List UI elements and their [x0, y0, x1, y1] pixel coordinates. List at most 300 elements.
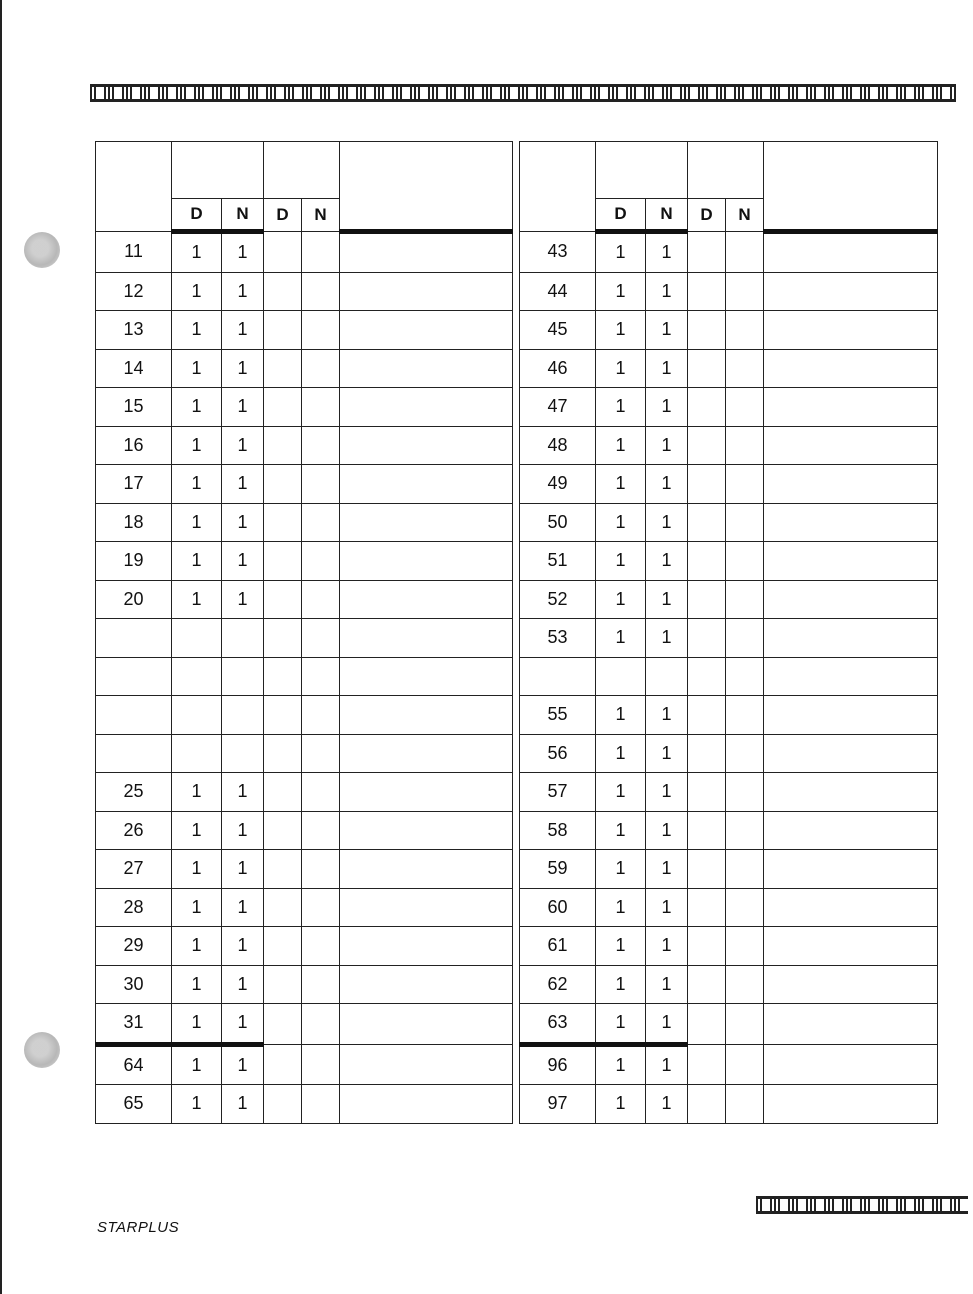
cell-d1 — [172, 657, 222, 696]
cell-n1: 1 — [222, 773, 264, 812]
cell-n1: 1 — [646, 965, 688, 1004]
cell-d2 — [688, 580, 726, 619]
cell-notes — [764, 1004, 938, 1045]
cell-d2 — [264, 888, 302, 927]
row-number: 48 — [520, 426, 596, 465]
cell-notes — [340, 965, 513, 1004]
row-number: 62 — [520, 965, 596, 1004]
cell-d1: 1 — [172, 773, 222, 812]
cell-d2 — [688, 773, 726, 812]
cell-d1: 1 — [596, 696, 646, 735]
table-row — [520, 580, 938, 619]
row-number: 17 — [96, 465, 172, 504]
row-number: 96 — [520, 1044, 596, 1085]
column-n: N — [646, 199, 688, 232]
cell-d2 — [264, 927, 302, 966]
cell-n2 — [726, 272, 764, 311]
table-row — [96, 580, 513, 619]
cell-notes — [764, 349, 938, 388]
cell-n1 — [222, 619, 264, 658]
cell-n1: 1 — [222, 426, 264, 465]
table-row — [520, 734, 938, 773]
cell-notes — [340, 232, 513, 273]
cell-n1: 1 — [646, 272, 688, 311]
cell-notes — [340, 1044, 513, 1085]
row-number: 55 — [520, 696, 596, 735]
table-row — [96, 465, 513, 504]
cell-d2 — [264, 619, 302, 658]
row-number: 16 — [96, 426, 172, 465]
cell-d1: 1 — [596, 811, 646, 850]
table-row — [520, 1085, 938, 1124]
cell-d1 — [172, 696, 222, 735]
greek-key-border-top — [90, 84, 956, 102]
cell-notes — [340, 1004, 513, 1045]
table-row — [96, 1085, 513, 1124]
cell-notes — [340, 850, 513, 889]
row-number: 59 — [520, 850, 596, 889]
cell-d1: 1 — [596, 888, 646, 927]
cell-notes — [764, 657, 938, 696]
cell-notes — [764, 734, 938, 773]
table-row — [520, 696, 938, 735]
cell-notes — [764, 465, 938, 504]
right-table — [519, 141, 938, 1124]
cell-n2 — [302, 1044, 340, 1085]
cell-n1: 1 — [222, 927, 264, 966]
cell-n2 — [302, 773, 340, 812]
cell-n2 — [302, 811, 340, 850]
cell-d2 — [688, 426, 726, 465]
cell-n1: 1 — [646, 696, 688, 735]
header-cell — [96, 199, 172, 232]
cell-d2 — [688, 1044, 726, 1085]
row-number: 29 — [96, 927, 172, 966]
table-row — [520, 232, 938, 273]
cell-n2 — [726, 734, 764, 773]
cell-d2 — [688, 927, 726, 966]
row-number: 49 — [520, 465, 596, 504]
table-row — [96, 1004, 513, 1045]
cell-d1: 1 — [172, 1085, 222, 1124]
cell-n2 — [302, 311, 340, 350]
cell-d1: 1 — [172, 503, 222, 542]
cell-d1: 1 — [596, 388, 646, 427]
cell-d1: 1 — [172, 811, 222, 850]
table-row — [520, 811, 938, 850]
cell-d2 — [264, 580, 302, 619]
cell-d1: 1 — [172, 465, 222, 504]
cell-d2 — [264, 1044, 302, 1085]
header-cell — [764, 142, 938, 199]
header-cell — [96, 142, 172, 199]
cell-d1: 1 — [172, 927, 222, 966]
cell-d2 — [264, 232, 302, 273]
cell-d2 — [688, 888, 726, 927]
cell-d2 — [264, 811, 302, 850]
cell-n1: 1 — [646, 927, 688, 966]
table-row — [96, 311, 513, 350]
cell-d1 — [172, 619, 222, 658]
footer-brand: STARPLUS — [97, 1219, 180, 1236]
greek-key-border-bottom — [756, 1196, 968, 1214]
cell-n1: 1 — [222, 1004, 264, 1045]
cell-n2 — [726, 927, 764, 966]
cell-notes — [764, 850, 938, 889]
cell-d1: 1 — [596, 1044, 646, 1085]
cell-d1: 1 — [596, 503, 646, 542]
table-row — [520, 542, 938, 581]
row-number: 56 — [520, 734, 596, 773]
cell-notes — [764, 927, 938, 966]
cell-notes — [340, 773, 513, 812]
cell-d2 — [264, 272, 302, 311]
table-row — [96, 657, 513, 696]
table-row — [520, 657, 938, 696]
cell-d1: 1 — [596, 1085, 646, 1124]
cell-n1: 1 — [222, 1044, 264, 1085]
cell-d2 — [688, 388, 726, 427]
binder-hole-bottom — [24, 1032, 60, 1068]
subheader-row — [96, 199, 513, 232]
cell-d2 — [688, 619, 726, 658]
table-row — [520, 272, 938, 311]
cell-notes — [764, 1085, 938, 1124]
row-number: 52 — [520, 580, 596, 619]
cell-n2 — [302, 232, 340, 273]
cell-d1 — [172, 734, 222, 773]
table-row — [520, 850, 938, 889]
cell-d1: 1 — [172, 272, 222, 311]
cell-d1 — [596, 657, 646, 696]
cell-n1: 1 — [646, 580, 688, 619]
cell-n2 — [726, 311, 764, 350]
cell-notes — [764, 388, 938, 427]
cell-n2 — [302, 542, 340, 581]
cell-d2 — [264, 542, 302, 581]
row-number: 30 — [96, 965, 172, 1004]
row-number: 18 — [96, 503, 172, 542]
cell-d1: 1 — [596, 580, 646, 619]
cell-notes — [764, 811, 938, 850]
cell-notes — [764, 272, 938, 311]
table-row — [520, 503, 938, 542]
table-row — [96, 1044, 513, 1085]
cell-n2 — [726, 1044, 764, 1085]
cell-n1: 1 — [646, 465, 688, 504]
cell-notes — [340, 465, 513, 504]
cell-n2 — [302, 272, 340, 311]
column-d: D — [596, 199, 646, 232]
row-number: 26 — [96, 811, 172, 850]
column-n: N — [726, 199, 764, 232]
row-number: 97 — [520, 1085, 596, 1124]
column-n: N — [222, 199, 264, 232]
cell-notes — [340, 311, 513, 350]
header-cell — [764, 199, 938, 232]
table-row — [520, 1044, 938, 1085]
table-row — [96, 272, 513, 311]
cell-d2 — [688, 232, 726, 273]
cell-notes — [764, 1044, 938, 1085]
cell-n2 — [302, 696, 340, 735]
row-number — [96, 657, 172, 696]
cell-n2 — [302, 465, 340, 504]
row-number — [96, 696, 172, 735]
cell-d2 — [688, 349, 726, 388]
row-number: 13 — [96, 311, 172, 350]
cell-d1: 1 — [172, 311, 222, 350]
cell-notes — [340, 888, 513, 927]
cell-d2 — [688, 1004, 726, 1045]
cell-n2 — [726, 1085, 764, 1124]
cell-n1: 1 — [222, 965, 264, 1004]
cell-n1: 1 — [222, 888, 264, 927]
table-row — [520, 349, 938, 388]
table-row — [96, 232, 513, 273]
table-row — [520, 1004, 938, 1045]
table-row — [96, 349, 513, 388]
cell-d2 — [264, 1004, 302, 1045]
cell-notes — [764, 888, 938, 927]
cell-n2 — [726, 965, 764, 1004]
cell-notes — [340, 503, 513, 542]
cell-notes — [340, 580, 513, 619]
table-row — [96, 888, 513, 927]
cell-n2 — [302, 965, 340, 1004]
cell-n1: 1 — [222, 503, 264, 542]
cell-d2 — [688, 734, 726, 773]
cell-n1: 1 — [222, 850, 264, 889]
cell-notes — [764, 619, 938, 658]
row-number: 63 — [520, 1004, 596, 1045]
cell-n2 — [302, 927, 340, 966]
cell-d2 — [264, 965, 302, 1004]
cell-d2 — [264, 850, 302, 889]
row-number: 12 — [96, 272, 172, 311]
cell-n1: 1 — [646, 888, 688, 927]
cell-notes — [340, 734, 513, 773]
cell-notes — [340, 927, 513, 966]
cell-n2 — [726, 503, 764, 542]
row-number: 28 — [96, 888, 172, 927]
cell-d1: 1 — [172, 232, 222, 273]
header-row — [96, 142, 513, 199]
table-row — [520, 388, 938, 427]
page-left-edge — [0, 0, 2, 1294]
cell-n2 — [726, 696, 764, 735]
cell-n1: 1 — [646, 232, 688, 273]
cell-d1: 1 — [172, 850, 222, 889]
header-cell — [688, 142, 764, 199]
row-number — [520, 657, 596, 696]
cell-n2 — [302, 1085, 340, 1124]
binder-hole-top — [24, 232, 60, 268]
cell-notes — [764, 311, 938, 350]
cell-d1: 1 — [596, 272, 646, 311]
table-row — [520, 426, 938, 465]
row-number: 27 — [96, 850, 172, 889]
cell-d2 — [264, 426, 302, 465]
cell-n1: 1 — [646, 734, 688, 773]
cell-d1: 1 — [596, 850, 646, 889]
cell-d2 — [688, 503, 726, 542]
cell-n2 — [726, 426, 764, 465]
cell-n1: 1 — [222, 811, 264, 850]
cell-n2 — [302, 1004, 340, 1045]
row-number: 44 — [520, 272, 596, 311]
cell-d1: 1 — [172, 388, 222, 427]
cell-d1: 1 — [172, 1044, 222, 1085]
cell-d2 — [688, 657, 726, 696]
cell-n1: 1 — [222, 349, 264, 388]
cell-d2 — [688, 465, 726, 504]
row-number: 65 — [96, 1085, 172, 1124]
row-number: 58 — [520, 811, 596, 850]
cell-d1: 1 — [596, 1004, 646, 1045]
cell-n2 — [302, 503, 340, 542]
table-row — [520, 888, 938, 927]
table-row — [520, 773, 938, 812]
header-cell — [340, 142, 513, 199]
cell-d2 — [264, 465, 302, 504]
row-number: 31 — [96, 1004, 172, 1045]
row-number: 43 — [520, 232, 596, 273]
cell-n2 — [726, 465, 764, 504]
cell-notes — [764, 232, 938, 273]
cell-d2 — [688, 1085, 726, 1124]
cell-notes — [764, 965, 938, 1004]
cell-n1: 1 — [646, 503, 688, 542]
cell-d2 — [264, 311, 302, 350]
cell-n1 — [222, 734, 264, 773]
cell-n1 — [222, 696, 264, 735]
cell-d1: 1 — [596, 965, 646, 1004]
column-d: D — [264, 199, 302, 232]
cell-d2 — [688, 272, 726, 311]
cell-d2 — [688, 696, 726, 735]
cell-n2 — [302, 580, 340, 619]
cell-n1: 1 — [646, 542, 688, 581]
cell-notes — [764, 773, 938, 812]
cell-d2 — [688, 965, 726, 1004]
row-number: 14 — [96, 349, 172, 388]
cell-d1: 1 — [172, 1004, 222, 1045]
cell-n1: 1 — [646, 311, 688, 350]
header-cell — [596, 142, 688, 199]
cell-n2 — [302, 426, 340, 465]
cell-notes — [340, 542, 513, 581]
table-row — [520, 619, 938, 658]
row-number: 61 — [520, 927, 596, 966]
cell-d1: 1 — [596, 542, 646, 581]
cell-notes — [764, 426, 938, 465]
cell-notes — [340, 388, 513, 427]
cell-n1: 1 — [646, 1004, 688, 1045]
cell-notes — [340, 1085, 513, 1124]
table-row — [96, 696, 513, 735]
row-number: 45 — [520, 311, 596, 350]
row-number: 25 — [96, 773, 172, 812]
table-row — [96, 619, 513, 658]
header-cell — [520, 142, 596, 199]
cell-notes — [764, 696, 938, 735]
cell-d2 — [264, 734, 302, 773]
cell-n1: 1 — [222, 272, 264, 311]
row-number: 11 — [96, 232, 172, 273]
header-cell — [264, 142, 340, 199]
cell-d1: 1 — [172, 580, 222, 619]
cell-d1: 1 — [172, 888, 222, 927]
cell-d1: 1 — [172, 542, 222, 581]
cell-notes — [340, 811, 513, 850]
cell-n1 — [222, 657, 264, 696]
cell-n1: 1 — [222, 465, 264, 504]
header-cell — [340, 199, 513, 232]
cell-n1: 1 — [646, 349, 688, 388]
cell-d1: 1 — [172, 426, 222, 465]
table-row — [520, 465, 938, 504]
cell-d1: 1 — [596, 426, 646, 465]
cell-notes — [340, 619, 513, 658]
row-number: 60 — [520, 888, 596, 927]
table-row — [520, 311, 938, 350]
cell-notes — [340, 349, 513, 388]
table-row — [96, 388, 513, 427]
cell-d1: 1 — [596, 349, 646, 388]
cell-n2 — [302, 349, 340, 388]
cell-n2 — [302, 734, 340, 773]
row-number: 47 — [520, 388, 596, 427]
cell-n2 — [302, 619, 340, 658]
cell-n1: 1 — [646, 850, 688, 889]
cell-d1: 1 — [596, 465, 646, 504]
cell-d2 — [264, 503, 302, 542]
cell-notes — [340, 657, 513, 696]
header-cell — [520, 199, 596, 232]
cell-n2 — [302, 888, 340, 927]
cell-d2 — [264, 349, 302, 388]
cell-n1: 1 — [222, 388, 264, 427]
cell-d1: 1 — [172, 965, 222, 1004]
cell-n2 — [302, 388, 340, 427]
cell-d1: 1 — [596, 232, 646, 273]
table-row — [96, 503, 513, 542]
cell-d2 — [264, 657, 302, 696]
row-number: 19 — [96, 542, 172, 581]
cell-d2 — [264, 1085, 302, 1124]
cell-n2 — [726, 657, 764, 696]
cell-n1: 1 — [646, 619, 688, 658]
row-number: 50 — [520, 503, 596, 542]
cell-n2 — [726, 580, 764, 619]
cell-n2 — [726, 888, 764, 927]
table-row — [96, 542, 513, 581]
cell-n1: 1 — [646, 1085, 688, 1124]
left-table — [95, 141, 513, 1124]
cell-d2 — [688, 850, 726, 889]
cell-d2 — [688, 542, 726, 581]
row-number: 64 — [96, 1044, 172, 1085]
cell-n2 — [726, 850, 764, 889]
subheader-row — [520, 199, 938, 232]
cell-n2 — [726, 232, 764, 273]
cell-n2 — [726, 1004, 764, 1045]
cell-n2 — [726, 773, 764, 812]
table-row — [96, 734, 513, 773]
table-row — [96, 426, 513, 465]
row-number: 51 — [520, 542, 596, 581]
